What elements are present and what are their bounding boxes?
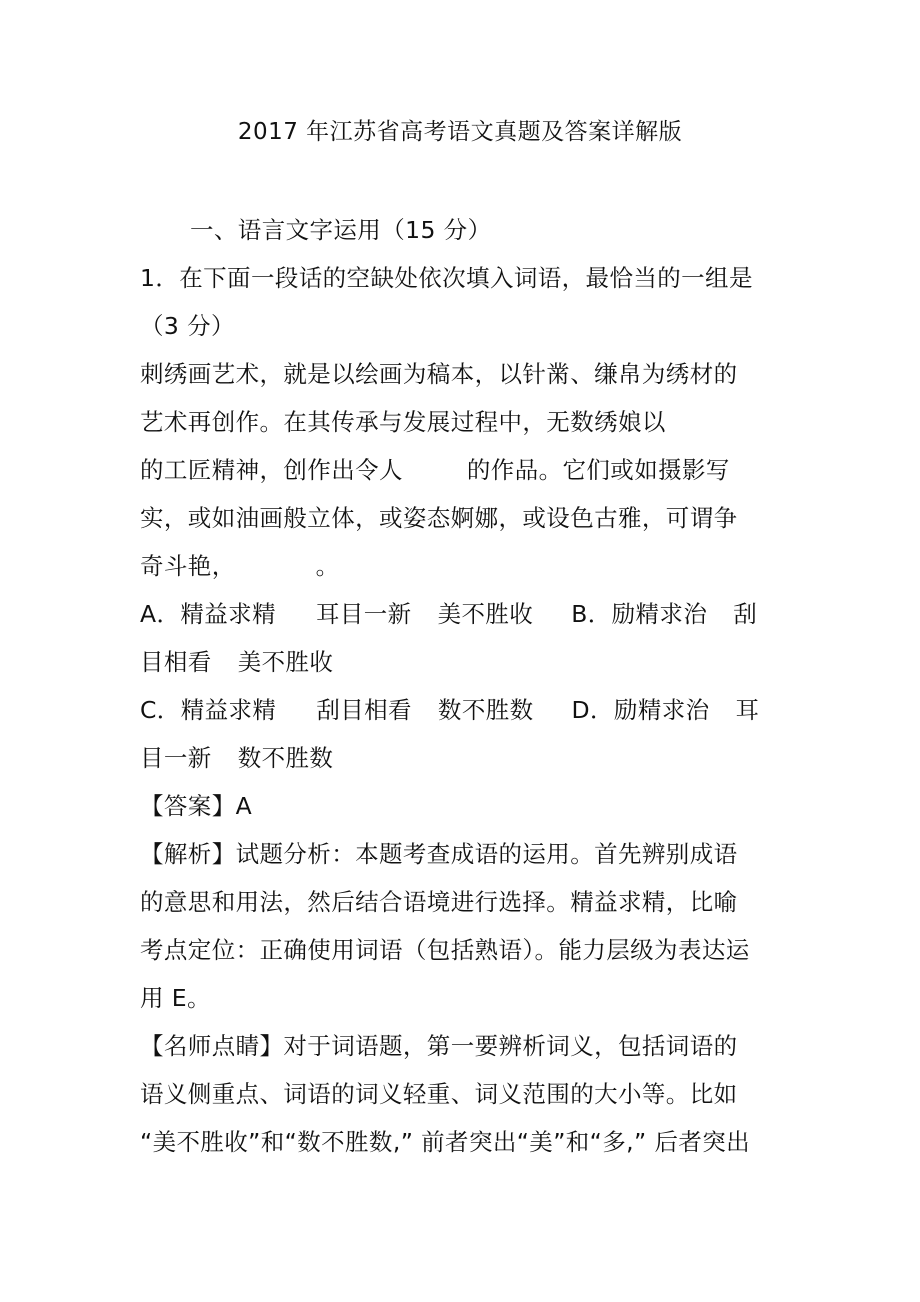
option-a-word-2: 耳目一新	[315, 600, 412, 628]
option-a-label: A．精益求精	[140, 600, 276, 628]
options-line-3	[140, 694, 759, 726]
options-line-2	[140, 646, 333, 678]
analysis-line-3: 考点定位：正确使用词语（包括熟语）。能力层级为表达运	[140, 936, 750, 964]
option-c-word-2: 刮目相看	[316, 696, 412, 724]
option-d-word-2-part-b: 目一新	[140, 744, 212, 772]
options-line-4	[140, 742, 333, 774]
document-title: 2017 年江苏省高考语文真题及答案详解版	[237, 119, 683, 145]
analysis-line-4: 用 E。	[140, 984, 211, 1012]
passage-line-3-part-a: 的工匠精神，创作出令人	[140, 456, 403, 484]
option-d-word-2-part-a: 耳	[735, 696, 760, 724]
teacher-tip-line-3: “美不胜收”和“数不胜数,” 前者突出“美”和“多,” 后者突出	[140, 1128, 751, 1156]
passage-line-2: 艺术再创作。在其传承与发展过程中，无数绣娘以	[140, 408, 666, 436]
teacher-tip-line-1: 【名师点睛】对于词语题，第一要辨析词义，包括词语的	[140, 1032, 738, 1060]
teacher-tip-line-2: 语义侧重点、词语的词义轻重、词义范围的大小等。比如	[140, 1080, 738, 1108]
passage-line-5	[140, 550, 340, 582]
section-heading: 一、语言文字运用（15 分）	[190, 216, 492, 244]
option-c-label: C．精益求精	[140, 696, 277, 724]
passage-line-5-part-b: 。	[315, 552, 340, 580]
option-b-word-2-part-a: 刮	[733, 600, 758, 628]
passage-line-5-part-a: 奇斗艳，	[140, 552, 236, 580]
question-stem-line-2: （3 分）	[140, 312, 235, 340]
answer-line: 【答案】A	[140, 792, 253, 820]
analysis-line-1: 【解析】试题分析：本题考查成语的运用。首先辨别成语	[140, 840, 738, 868]
option-d-word-3: 数不胜数	[237, 744, 334, 772]
option-b-word-2-part-b: 目相看	[140, 648, 212, 676]
option-b-label: B．励精求治	[571, 600, 708, 628]
passage-line-3-part-b: 的作品。它们或如摄影写	[466, 456, 730, 484]
option-d-label: D．励精求治	[571, 696, 710, 724]
option-c-word-3: 数不胜数	[437, 696, 534, 724]
analysis-line-2: 的意思和用法，然后结合语境进行选择。精益求精，比喻	[140, 888, 738, 916]
passage-line-1: 刺绣画艺术，就是以绘画为稿本，以针黹、缣帛为绣材的	[140, 360, 738, 388]
passage-line-3	[140, 454, 730, 486]
option-b-word-3: 美不胜收	[237, 648, 334, 676]
options-line-1	[140, 598, 757, 630]
question-stem-line-1: 1．在下面一段话的空缺处依次填入词语，最恰当的一组是	[140, 264, 753, 292]
passage-line-4: 实，或如油画般立体，或姿态婀娜，或设色古雅，可谓争	[140, 504, 738, 532]
option-a-word-3: 美不胜收	[437, 600, 534, 628]
